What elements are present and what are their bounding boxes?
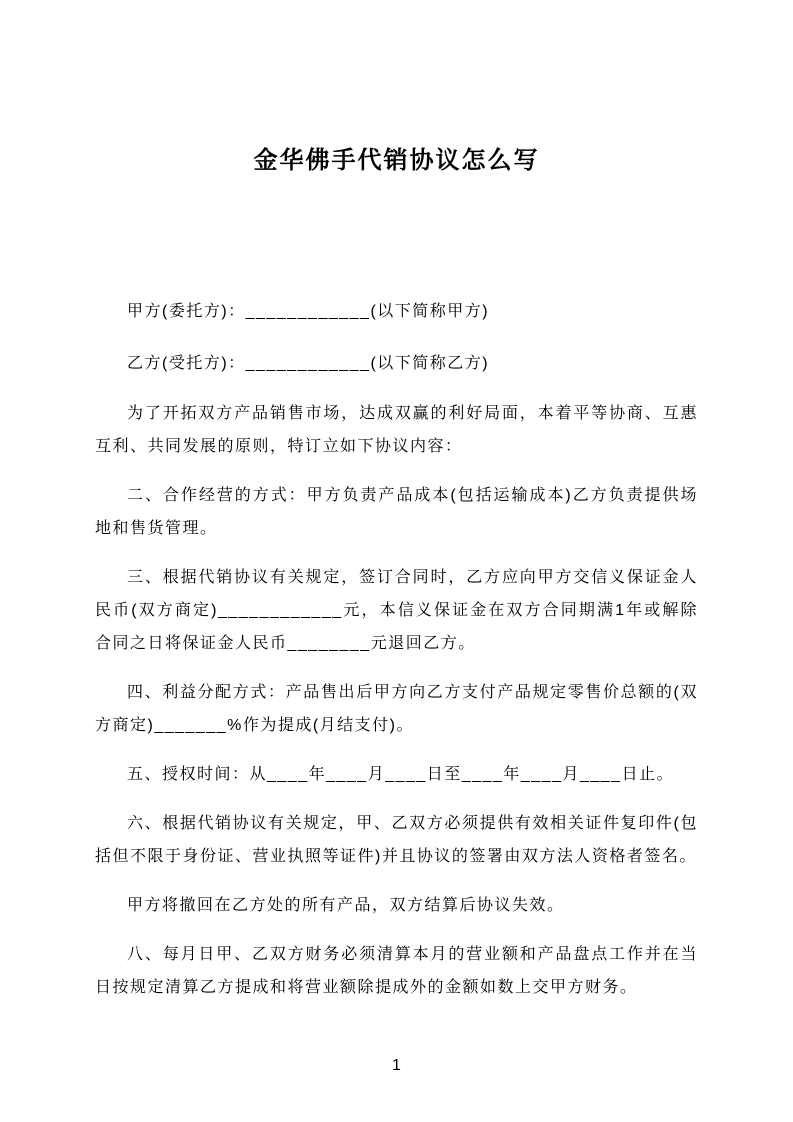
paragraph-withdrawal: 甲方将撤回在乙方处的所有产品，双方结算后协议失效。 [127,897,565,914]
paragraph-clause-4: 四、利益分配方式：产品售出后甲方向乙方支付产品规定零售价总额的(双方商定)_______%作为提成(月结支付)。 [95,684,698,734]
page-number: 1 [392,1057,401,1074]
party-b-line: 乙方(受托方)：____________(以下简称乙方) [127,355,490,372]
paragraph-clause-6: 六、根据代销协议有关规定，甲、乙双方必须提供有效相关证件复印件(包括但不限于身份证、营业执照等证件)并且协议的签署由双方法人资格者签名。 [95,815,698,865]
paragraph-intro: 为了开拓双方产品销售市场，达成双赢的利好局面，本着平等协商、互惠互利、共同发展的原则，特订立如下协议内容： [95,405,698,455]
paragraph-clause-5: 五、授权时间：从____年____月____日至____年____月____日止。 [127,766,675,783]
party-a-line: 甲方(委托方)：____________(以下简称甲方) [127,303,490,320]
paragraph-clause-8: 八、每月日甲、乙双方财务必须清算本月的营业额和产品盘点工作并在当日按规定清算乙方提成和将营业额除提成外的金额如数上交甲方财务。 [95,946,698,996]
paragraph-clause-2: 二、合作经营的方式：甲方负责产品成本(包括运输成本)乙方负责提供场地和售货管理。 [95,487,698,537]
paragraph-clause-3: 三、根据代销协议有关规定，签订合同时，乙方应向甲方交信义保证金人民币(双方商定)____________元，本信义保证金在双方合同期满1年或解除合同之日将保证金人民币________元退回乙方。 [95,569,698,652]
document-title: 金华佛手代销协议怎么写 [253,147,540,174]
